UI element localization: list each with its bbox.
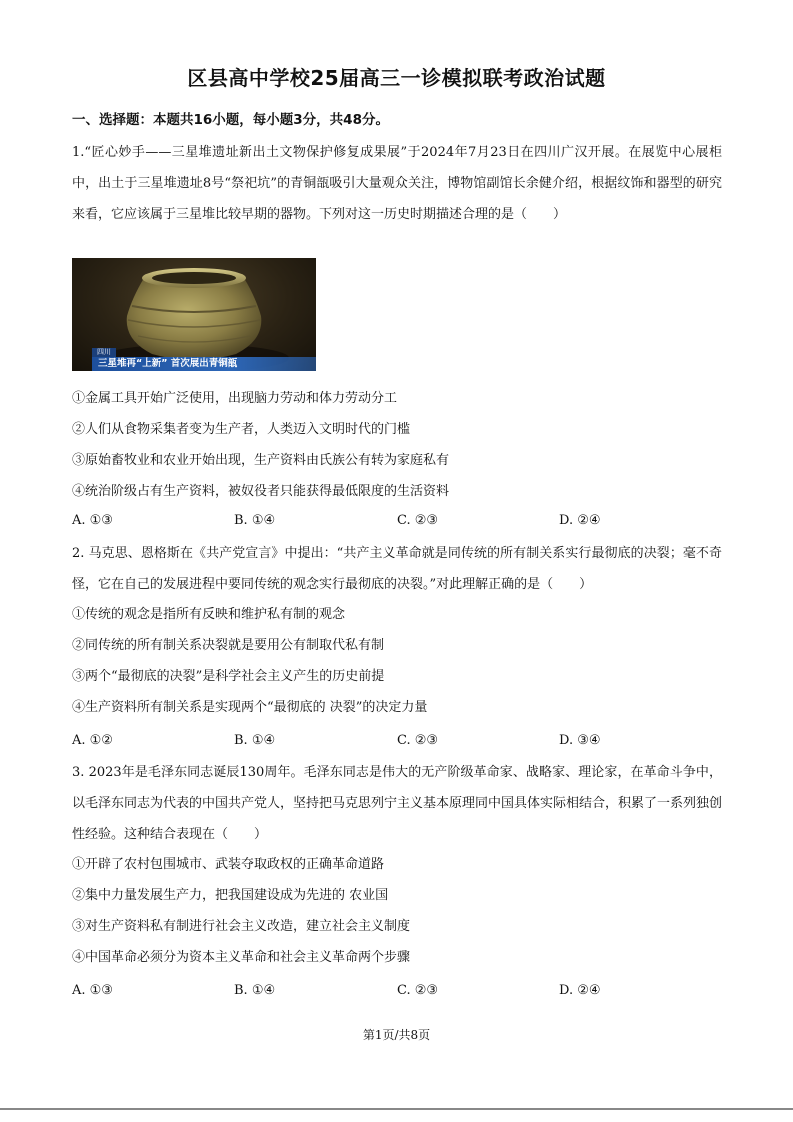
question-1-option-3: ③原始畜牧业和农业开始出现，生产资料由氏族公有转为家庭私有 [72,453,450,468]
question-3-option-2: ②集中力量发展生产力，把我国建设成为先进的 农业国 [72,888,389,903]
question-2-option-3: ③两个“最彻底的决裂”是科学社会主义产生的历史前提 [72,669,385,684]
question-2-choice-b: B. ①④ [234,733,276,748]
question-2-option-1: ①传统的观念是指所有反映和维护私有制的观念 [72,607,346,622]
question-2-choice-a: A. ①② [72,733,113,748]
page-number: 第1页/共8页 [362,1028,431,1042]
question-3-choice-a: A. ①③ [72,983,113,998]
page-bottom-divider [0,1108,793,1110]
question-3-option-4: ④中国革命必须分为资本主义革命和社会主义革命两个步骤 [72,950,411,965]
question-1-option-4: ④统治阶级占有生产资料，被奴役者只能获得最低限度的生活资料 [72,484,450,499]
question-1-option-2: ②人们从食物采集者变为生产者，人类迈入文明时代的门槛 [72,422,411,437]
question-1-choice-b: B. ①④ [234,513,276,528]
bronze-vessel-photo [72,258,316,371]
question-2-option-2: ②同传统的所有制关系决裂就是要用公有制取代私有制 [72,638,385,653]
question-3-choice-b: B. ①④ [234,983,276,998]
page-title: 区县高中学校25届高三一诊模拟联考政治试题 [187,66,606,90]
question-3-choice-d: D. ②④ [559,983,601,998]
image-caption: 三星堆再“上新” 首次展出青铜瓿 [92,357,316,371]
region-tag: 四川 [92,348,116,357]
section-heading: 一、选择题：本题共16小题，每小题3分，共48分。 [72,112,389,128]
question-1-choice-a: A. ①③ [72,513,113,528]
question-2-choice-d: D. ③④ [559,733,601,748]
question-1-choice-d: D. ②④ [559,513,601,528]
question-2-option-4: ④生产资料所有制关系是实现两个“最彻底的 决裂”的决定力量 [72,700,428,715]
question-3-option-3: ③对生产资料私有制进行社会主义改造，建立社会主义制度 [72,919,411,934]
question-3-stem: 3. 2023年是毛泽东同志诞辰130周年。毛泽东同志是伟大的无产阶级革命家、战略家、理论家，在革命斗争中，以毛泽东同志为代表的中国共产党人，坚持把马克思列宁主义基本原理同中国具体实际相结合，积累了一系列独创性经验。这种结合表现在（ ） [72,765,723,842]
question-2-stem: 2. 马克思、恩格斯在《共产党宣言》中提出：“共产主义革命就是同传统的所有制关系实行最彻底的决裂；毫不奇怪，它在自己的发展进程中要同传统的观念实行最彻底的决裂。”对此理解正确的是（ ） [72,546,722,592]
question-3-choice-c: C. ②③ [397,983,439,998]
question-3-option-1: ①开辟了农村包围城市、武装夺取政权的正确革命道路 [72,857,385,872]
question-2-choice-c: C. ②③ [397,733,439,748]
question-1-stem: 1.“匠心妙手——三星堆遗址新出土文物保护修复成果展”于2024年7月23日在四川广汉开展。在展览中心展柜中，出土于三星堆遗址8号“祭祀坑”的青铜瓿吸引大量观众关注，博物馆副馆长余健介绍，根据纹饰和器型的研究来看，它应该属于三星堆比较早期的器物。下列对这一历史时期描述合理的是（ ） [72,145,722,222]
question-1-option-1: ①金属工具开始广泛使用，出现脑力劳动和体力劳动分工 [72,391,398,406]
question-1-choice-c: C. ②③ [397,513,439,528]
